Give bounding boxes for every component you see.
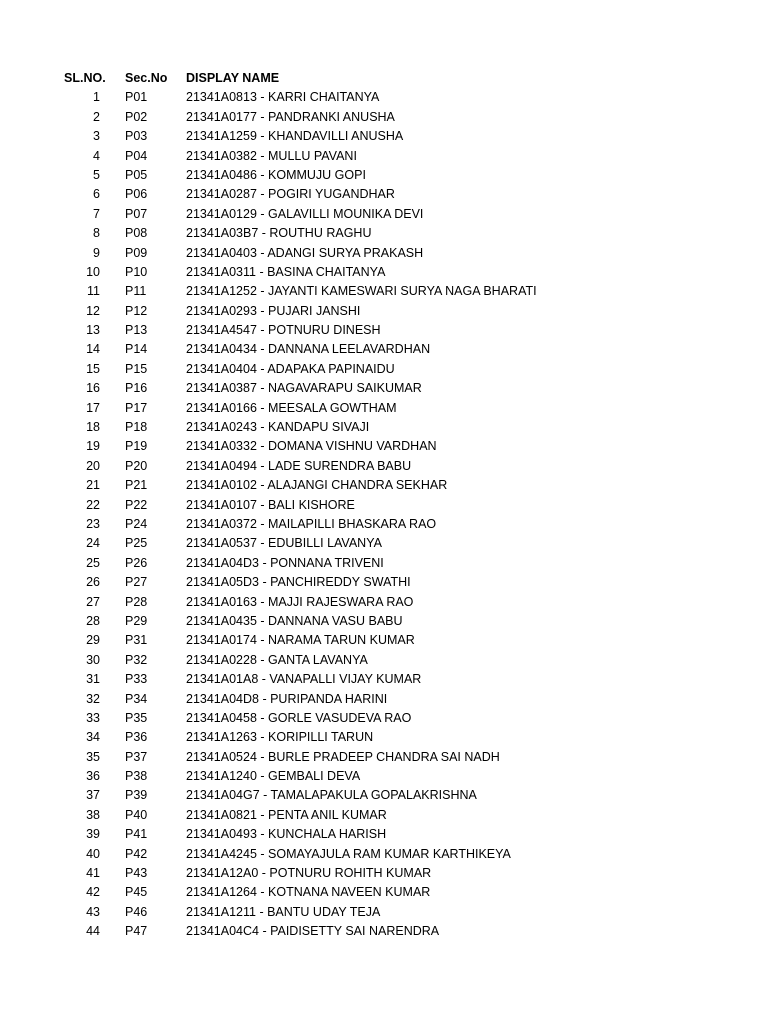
sec-no-cell: P46 bbox=[125, 904, 148, 919]
sec-no-cell: P17 bbox=[125, 400, 148, 415]
display-name-cell: 21341A0166 - MEESALA GOWTHAM bbox=[186, 400, 397, 415]
sec-no-cell: P22 bbox=[125, 497, 148, 512]
sec-no-cell: P19 bbox=[125, 439, 148, 454]
display-name-cell: 21341A0107 - BALI KISHORE bbox=[186, 497, 355, 512]
sl-no-cell: 39 bbox=[86, 827, 100, 842]
sec-no-cell: P28 bbox=[125, 594, 148, 609]
sec-no-cell: P08 bbox=[125, 226, 148, 241]
sec-no-cell: P04 bbox=[125, 148, 148, 163]
display-name-cell: 21341A0382 - MULLU PAVANI bbox=[186, 148, 357, 163]
display-name-cell: 21341A04C4 - PAIDISETTY SAI NARENDRA bbox=[186, 924, 440, 939]
table-body bbox=[0, 88, 768, 941]
sl-no-cell: 16 bbox=[86, 381, 100, 396]
sl-no-cell: 29 bbox=[86, 633, 100, 648]
display-name-cell: 21341A0494 - LADE SURENDRA BABU bbox=[186, 458, 412, 473]
sec-no-cell: P21 bbox=[125, 478, 148, 493]
sec-no-cell: P42 bbox=[125, 846, 148, 861]
sec-no-cell: P25 bbox=[125, 536, 148, 551]
sec-no-cell: P29 bbox=[125, 613, 148, 628]
table-row bbox=[0, 476, 768, 495]
display-name-cell: 21341A04D8 - PURIPANDA HARINI bbox=[186, 691, 388, 706]
sl-no-cell: 6 bbox=[93, 187, 100, 202]
display-name-cell: 21341A0434 - DANNANA LEELAVARDHAN bbox=[186, 342, 431, 357]
table-row bbox=[0, 670, 768, 689]
table-row bbox=[0, 282, 768, 301]
sl-no-cell: 17 bbox=[86, 400, 100, 415]
display-name-cell: 21341A1252 - JAYANTI KAMESWARI SURYA NAGA BHARATI bbox=[186, 284, 537, 299]
sec-no-cell: P16 bbox=[125, 381, 148, 396]
display-name-cell: 21341A0293 - PUJARI JANSHI bbox=[186, 303, 361, 318]
sec-no-cell: P37 bbox=[125, 749, 148, 764]
table-row bbox=[0, 786, 768, 805]
sl-no-cell: 41 bbox=[86, 866, 100, 881]
sec-no-cell: P40 bbox=[125, 807, 148, 822]
sec-no-cell: P12 bbox=[125, 303, 148, 318]
sec-no-cell: P47 bbox=[125, 924, 148, 939]
table-row bbox=[0, 554, 768, 573]
display-name-cell: 21341A1263 - KORIPILLI TARUN bbox=[186, 730, 374, 745]
display-name-cell: 21341A0243 - KANDAPU SIVAJI bbox=[186, 420, 370, 435]
sl-no-cell: 12 bbox=[86, 303, 100, 318]
sec-no-cell: P43 bbox=[125, 866, 148, 881]
table-row bbox=[0, 302, 768, 321]
table-row bbox=[0, 244, 768, 263]
display-name-cell: 21341A4245 - SOMAYAJULA RAM KUMAR KARTHIKEYA bbox=[186, 846, 511, 861]
display-name-cell: 21341A0174 - NARAMA TARUN KUMAR bbox=[186, 633, 415, 648]
display-name-cell: 21341A0821 - PENTA ANIL KUMAR bbox=[186, 807, 387, 822]
display-name-cell: 21341A1240 - GEMBALI DEVA bbox=[186, 769, 361, 784]
sec-no-cell: P36 bbox=[125, 730, 148, 745]
table-row bbox=[0, 845, 768, 864]
display-name-cell: 21341A0163 - MAJJI RAJESWARA RAO bbox=[186, 594, 414, 609]
table-row bbox=[0, 88, 768, 107]
header-sl-no: SL.NO. bbox=[64, 71, 106, 85]
display-name-cell: 21341A12A0 - POTNURU ROHITH KUMAR bbox=[186, 866, 432, 881]
sl-no-cell: 3 bbox=[93, 129, 100, 144]
table-row bbox=[0, 457, 768, 476]
sl-no-cell: 32 bbox=[86, 691, 100, 706]
sl-no-cell: 27 bbox=[86, 594, 100, 609]
table-row bbox=[0, 883, 768, 902]
table-row bbox=[0, 263, 768, 282]
display-name-cell: 21341A1211 - BANTU UDAY TEJA bbox=[186, 904, 381, 919]
display-name-cell: 21341A04D3 - PONNANA TRIVENI bbox=[186, 555, 384, 570]
display-name-cell: 21341A0537 - EDUBILLI LAVANYA bbox=[186, 536, 382, 551]
sec-no-cell: P18 bbox=[125, 420, 148, 435]
student-list-table bbox=[0, 69, 768, 942]
display-name-cell: 21341A0129 - GALAVILLI MOUNIKA DEVI bbox=[186, 206, 424, 221]
sec-no-cell: P03 bbox=[125, 129, 148, 144]
table-row bbox=[0, 379, 768, 398]
sec-no-cell: P26 bbox=[125, 555, 148, 570]
sl-no-cell: 36 bbox=[86, 769, 100, 784]
sec-no-cell: P32 bbox=[125, 652, 148, 667]
sl-no-cell: 18 bbox=[86, 420, 100, 435]
table-row bbox=[0, 340, 768, 359]
sl-no-cell: 34 bbox=[86, 730, 100, 745]
sec-no-cell: P06 bbox=[125, 187, 148, 202]
sl-no-cell: 11 bbox=[87, 284, 100, 299]
display-name-cell: 21341A0813 - KARRI CHAITANYA bbox=[186, 90, 380, 105]
sec-no-cell: P14 bbox=[125, 342, 148, 357]
display-name-cell: 21341A0372 - MAILAPILLI BHASKARA RAO bbox=[186, 516, 437, 531]
display-name-cell: 21341A4547 - POTNURU DINESH bbox=[186, 323, 381, 338]
table-row bbox=[0, 205, 768, 224]
sl-no-cell: 23 bbox=[86, 516, 100, 531]
sec-no-cell: P31 bbox=[125, 633, 148, 648]
table-row bbox=[0, 806, 768, 825]
sl-no-cell: 20 bbox=[86, 458, 100, 473]
table-row bbox=[0, 534, 768, 553]
table-header-row bbox=[0, 69, 768, 88]
sec-no-cell: P01 bbox=[125, 90, 148, 105]
sl-no-cell: 28 bbox=[86, 613, 100, 628]
display-name-cell: 21341A0311 - BASINA CHAITANYA bbox=[186, 264, 386, 279]
sec-no-cell: P09 bbox=[125, 245, 148, 260]
sl-no-cell: 4 bbox=[93, 148, 100, 163]
sl-no-cell: 44 bbox=[86, 924, 100, 939]
header-display-name: DISPLAY NAME bbox=[186, 71, 280, 85]
table-row bbox=[0, 515, 768, 534]
table-row bbox=[0, 185, 768, 204]
display-name-cell: 21341A1259 - KHANDAVILLI ANUSHA bbox=[186, 129, 404, 144]
table-row bbox=[0, 864, 768, 883]
sl-no-cell: 42 bbox=[86, 885, 100, 900]
sec-no-cell: P27 bbox=[125, 575, 148, 590]
display-name-cell: 21341A1264 - KOTNANA NAVEEN KUMAR bbox=[186, 885, 431, 900]
sec-no-cell: P45 bbox=[125, 885, 148, 900]
display-name-cell: 21341A03B7 - ROUTHU RAGHU bbox=[186, 226, 372, 241]
sl-no-cell: 14 bbox=[86, 342, 100, 357]
display-name-cell: 21341A0287 - POGIRI YUGANDHAR bbox=[186, 187, 395, 202]
sec-no-cell: P10 bbox=[125, 264, 148, 279]
sl-no-cell: 31 bbox=[86, 672, 100, 687]
display-name-cell: 21341A0524 - BURLE PRADEEP CHANDRA SAI NADH bbox=[186, 749, 500, 764]
table-row bbox=[0, 437, 768, 456]
sl-no-cell: 22 bbox=[86, 497, 100, 512]
table-row bbox=[0, 360, 768, 379]
sl-no-cell: 24 bbox=[86, 536, 100, 551]
sl-no-cell: 43 bbox=[86, 904, 100, 919]
display-name-cell: 21341A01A8 - VANAPALLI VIJAY KUMAR bbox=[186, 672, 422, 687]
sec-no-cell: P05 bbox=[125, 167, 148, 182]
display-name-cell: 21341A05D3 - PANCHIREDDY SWATHI bbox=[186, 575, 411, 590]
table-row bbox=[0, 612, 768, 631]
sec-no-cell: P07 bbox=[125, 206, 148, 221]
display-name-cell: 21341A0486 - KOMMUJU GOPI bbox=[186, 167, 366, 182]
header-sec-no: Sec.No bbox=[125, 71, 168, 85]
sl-no-cell: 25 bbox=[86, 555, 100, 570]
table-row bbox=[0, 127, 768, 146]
sl-no-cell: 38 bbox=[86, 807, 100, 822]
sec-no-cell: P41 bbox=[125, 827, 148, 842]
table-row bbox=[0, 631, 768, 650]
sl-no-cell: 37 bbox=[86, 788, 100, 803]
display-name-cell: 21341A04G7 - TAMALAPAKULA GOPALAKRISHNA bbox=[186, 788, 477, 803]
sl-no-cell: 40 bbox=[86, 846, 100, 861]
table-row bbox=[0, 166, 768, 185]
sec-no-cell: P24 bbox=[125, 516, 148, 531]
sec-no-cell: P35 bbox=[125, 710, 148, 725]
sl-no-cell: 9 bbox=[93, 245, 100, 260]
display-name-cell: 21341A0493 - KUNCHALA HARISH bbox=[186, 827, 387, 842]
table-row bbox=[0, 108, 768, 127]
display-name-cell: 21341A0435 - DANNANA VASU BABU bbox=[186, 613, 403, 628]
sec-no-cell: P33 bbox=[125, 672, 148, 687]
sl-no-cell: 19 bbox=[86, 439, 100, 454]
table-row bbox=[0, 690, 768, 709]
display-name-cell: 21341A0228 - GANTA LAVANYA bbox=[186, 652, 368, 667]
sl-no-cell: 8 bbox=[93, 226, 100, 241]
sec-no-cell: P34 bbox=[125, 691, 148, 706]
sl-no-cell: 35 bbox=[86, 749, 100, 764]
display-name-cell: 21341A0403 - ADANGI SURYA PRAKASH bbox=[186, 245, 424, 260]
table-row bbox=[0, 903, 768, 922]
sec-no-cell: P39 bbox=[125, 788, 148, 803]
table-row bbox=[0, 496, 768, 515]
table-row bbox=[0, 728, 768, 747]
display-name-cell: 21341A0458 - GORLE VASUDEVA RAO bbox=[186, 710, 412, 725]
table-row bbox=[0, 593, 768, 612]
table-row bbox=[0, 709, 768, 728]
sl-no-cell: 2 bbox=[93, 109, 100, 124]
sec-no-cell: P15 bbox=[125, 361, 148, 376]
table-row bbox=[0, 147, 768, 166]
table-row bbox=[0, 651, 768, 670]
sl-no-cell: 21 bbox=[86, 478, 100, 493]
sec-no-cell: P38 bbox=[125, 769, 148, 784]
sl-no-cell: 1 bbox=[93, 90, 100, 105]
table-row bbox=[0, 224, 768, 243]
sl-no-cell: 26 bbox=[86, 575, 100, 590]
sec-no-cell: P20 bbox=[125, 458, 148, 473]
table-row bbox=[0, 748, 768, 767]
sec-no-cell: P13 bbox=[125, 323, 148, 338]
table-row bbox=[0, 825, 768, 844]
display-name-cell: 21341A0177 - PANDRANKI ANUSHA bbox=[186, 109, 395, 124]
sl-no-cell: 15 bbox=[86, 361, 100, 376]
table-row bbox=[0, 922, 768, 941]
display-name-cell: 21341A0387 - NAGAVARAPU SAIKUMAR bbox=[186, 381, 422, 396]
sl-no-cell: 10 bbox=[86, 264, 100, 279]
sl-no-cell: 13 bbox=[86, 323, 100, 338]
sec-no-cell: P11 bbox=[125, 284, 147, 299]
display-name-cell: 21341A0404 - ADAPAKA PAPINAIDU bbox=[186, 361, 395, 376]
display-name-cell: 21341A0332 - DOMANA VISHNU VARDHAN bbox=[186, 439, 437, 454]
sl-no-cell: 5 bbox=[93, 167, 100, 182]
display-name-cell: 21341A0102 - ALAJANGI CHANDRA SEKHAR bbox=[186, 478, 448, 493]
sec-no-cell: P02 bbox=[125, 109, 148, 124]
table-row bbox=[0, 418, 768, 437]
sl-no-cell: 33 bbox=[86, 710, 100, 725]
table-row bbox=[0, 767, 768, 786]
table-row bbox=[0, 321, 768, 340]
table-row bbox=[0, 573, 768, 592]
sl-no-cell: 7 bbox=[93, 206, 100, 221]
table-row bbox=[0, 399, 768, 418]
sl-no-cell: 30 bbox=[86, 652, 100, 667]
